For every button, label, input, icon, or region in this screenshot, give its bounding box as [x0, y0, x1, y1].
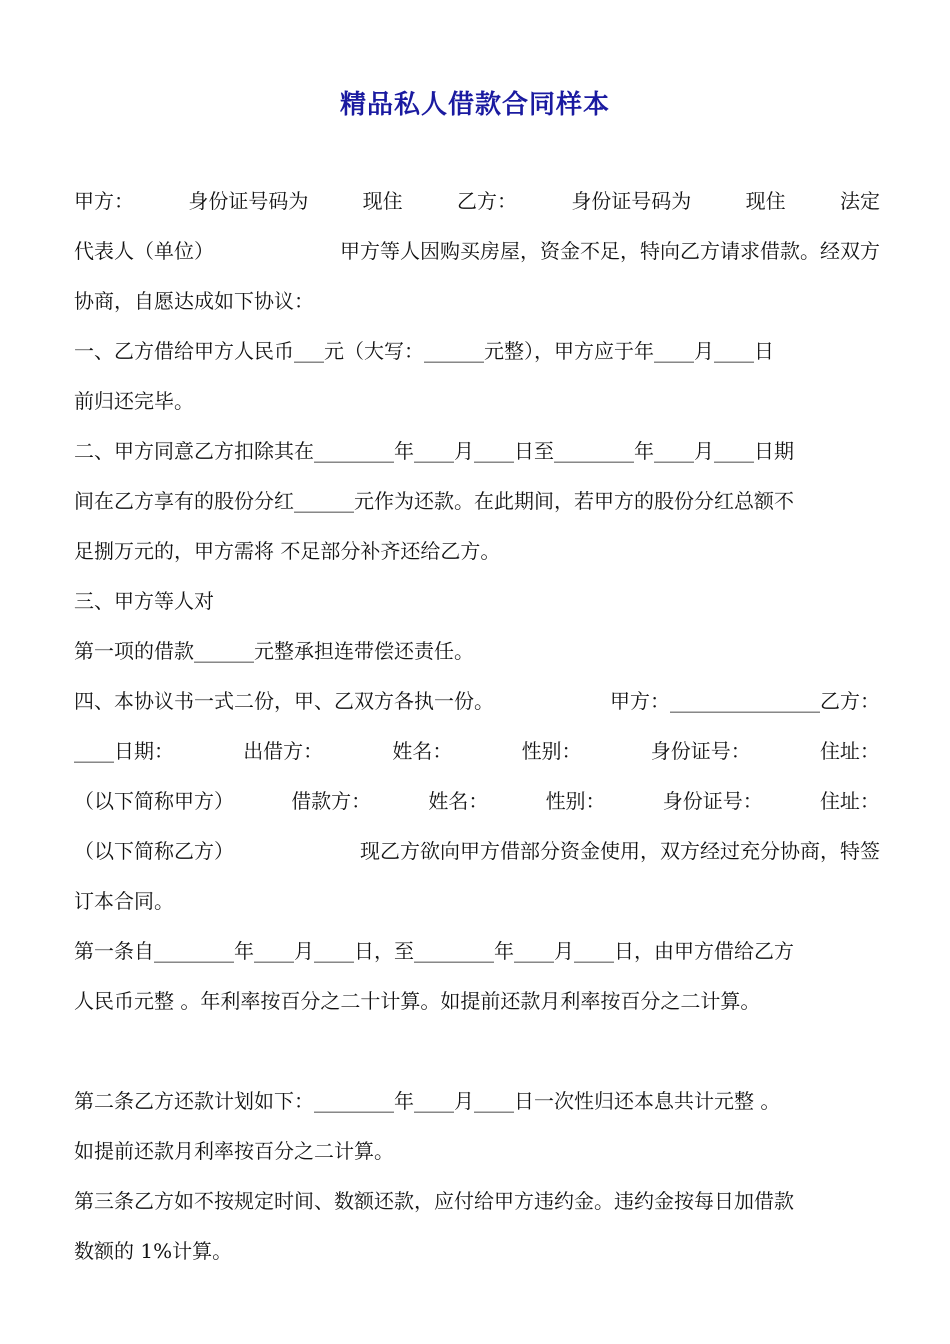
- text-segment: 身份证号码为: [571, 189, 692, 213]
- text-line: [74, 784, 880, 818]
- text-line: 订本合同。: [74, 889, 174, 913]
- text-segment: 住址：: [819, 739, 880, 763]
- text-segment: 姓名：: [428, 789, 489, 813]
- text-segment: 现住: [362, 189, 403, 213]
- text-segment: 身份证号：: [650, 739, 751, 763]
- text-line: 第一条自________年____月____日，至________年____月____日，由甲方借给乙方: [74, 939, 794, 963]
- text-segment: 甲方：: [74, 189, 134, 213]
- text-line: 间在乙方享有的股份分红______元作为还款。在此期间，若甲方的股份分红总额不: [74, 489, 794, 513]
- text-segment: 出借方：: [243, 739, 324, 763]
- text-line: 如提前还款月利率按百分之二计算。: [74, 1139, 394, 1163]
- text-line: 二、甲方同意乙方扣除其在________年____月____日至________年____月____日期: [74, 439, 794, 463]
- text-segment: ____日期：: [74, 739, 174, 763]
- text-line: [74, 184, 880, 218]
- text-line: [74, 834, 880, 868]
- text-segment: 现乙方欲向甲方借部分资金使用，双方经过充分协商，特签: [360, 839, 880, 863]
- text-line: 第二条乙方还款计划如下：________年____月____日一次性归还本息共计元整 。: [74, 1089, 781, 1113]
- text-segment: 四、本协议书一式二份，甲、乙双方各执一份。: [74, 689, 494, 713]
- text-line: 协商，自愿达成如下协议：: [74, 289, 314, 313]
- text-segment: 现住: [745, 189, 786, 213]
- text-segment: 借款方：: [291, 789, 372, 813]
- text-segment: 姓名：: [392, 739, 453, 763]
- text-line: 三、甲方等人对: [74, 589, 214, 613]
- text-segment: 性别：: [545, 789, 606, 813]
- text-line: 前归还完毕。: [74, 389, 194, 413]
- text-segment: 法定: [839, 189, 880, 213]
- text-segment: （以下简称乙方）: [74, 839, 234, 863]
- text-line: [74, 734, 880, 768]
- text-segment: 身份证号码为: [188, 189, 309, 213]
- text-line: 一、乙方借给甲方人民币___元（大写：______元整），甲方应于年____月____日: [74, 339, 774, 363]
- text-line: [74, 234, 880, 268]
- text-line: [74, 684, 880, 718]
- text-segment: 乙方：: [456, 189, 517, 213]
- text-segment: 甲方等人因购买房屋，资金不足，特向乙方请求借款。经双方: [340, 239, 880, 263]
- text-segment: 住址：: [819, 789, 880, 813]
- text-segment: 代表人（单位）: [74, 239, 214, 263]
- text-line: 第一项的借款______元整承担连带偿还责任。: [74, 639, 474, 663]
- text-line: 第三条乙方如不按规定时间、数额还款，应付给甲方违约金。违约金按每日加借款: [74, 1189, 794, 1213]
- text-segment: （以下简称甲方）: [74, 789, 234, 813]
- text-segment: 甲方：_______________乙方：: [610, 689, 880, 713]
- text-line: 数额的 1%计算。: [74, 1239, 233, 1263]
- text-segment: 性别：: [521, 739, 582, 763]
- text-segment: 身份证号：: [662, 789, 763, 813]
- document-title: 精品私人借款合同样本: [339, 90, 610, 120]
- text-line: 足捌万元的，甲方需将 不足部分补齐还给乙方。: [74, 539, 501, 563]
- text-line: 人民币元整 。年利率按百分之二十计算。如提前还款月利率按百分之二计算。: [74, 989, 761, 1013]
